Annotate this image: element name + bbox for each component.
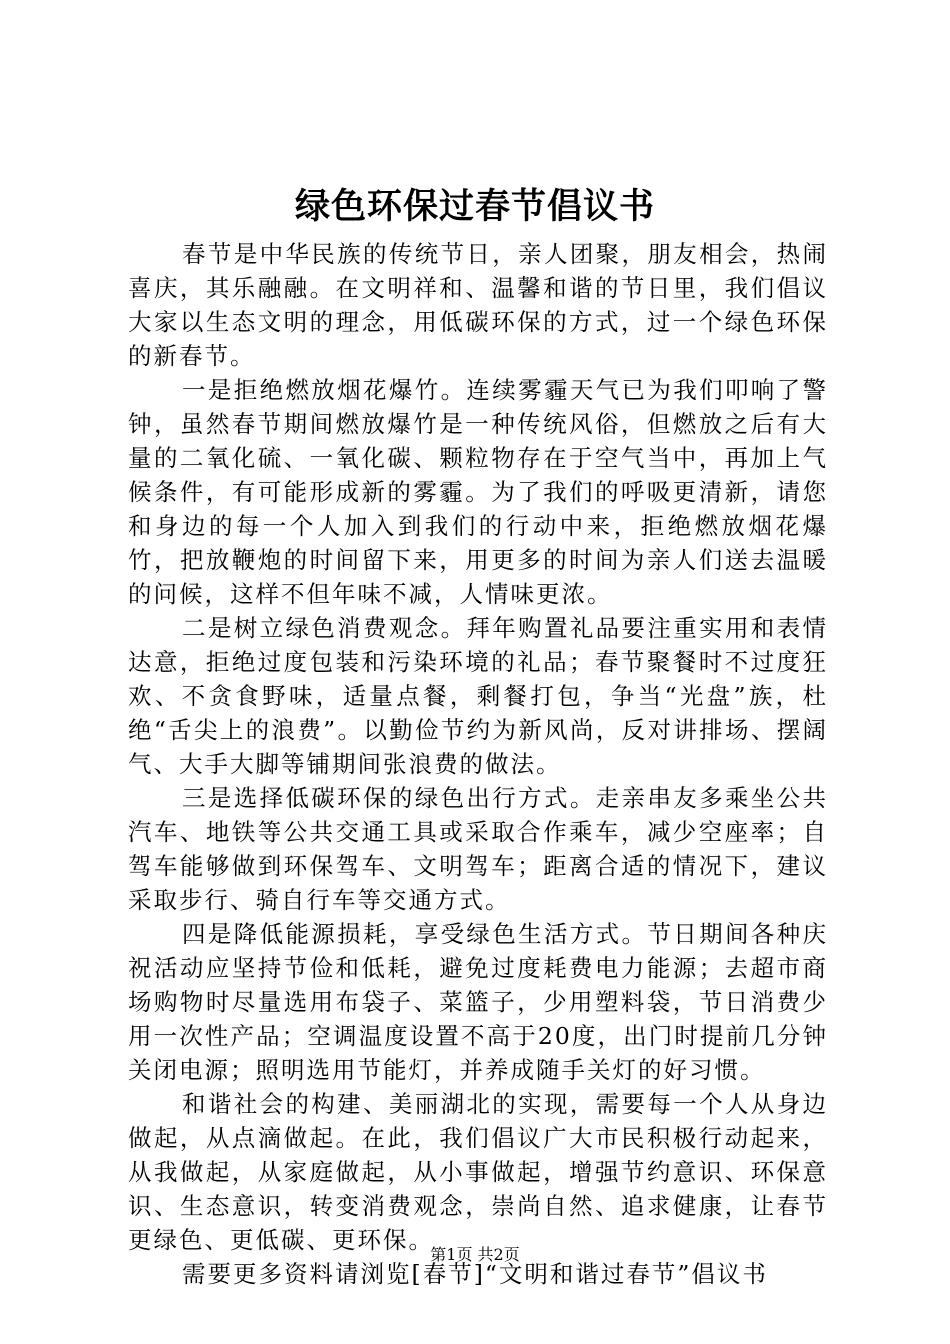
- paragraph-no-fireworks: 一是拒绝燃放烟花爆竹。连续雾霾天气已为我们叩响了警钟，虽然春节期间燃放爆竹是一种传统风俗，但燃放之后有大量的二氧化硫、一氧化碳、颗粒物存在于空气当中，再加上气候条件，有可能形成新的雾霾。为了我们的呼吸更清新，请您和身边的每一个人加入到我们的行动中来，拒绝燃放烟花爆竹，把放鞭炮的时间留下来，用更多的时间为亲人们送去温暖的问候，这样不但年味不减，人情味更浓。: [128, 376, 828, 608]
- paragraph-conclusion: 和谐社会的构建、美丽湖北的实现，需要每一个人从身边做起，从点滴做起。在此，我们倡议广大市民积极行动起来，从我做起，从家庭做起，从小事做起，增强节约意识、环保意识、生态意识，转变消费观念，崇尚自然、追求健康，让春节更绿色、更低碳、更环保。: [128, 1090, 828, 1254]
- paragraph-intro: 春节是中华民族的传统节日，亲人团聚，朋友相会，热闹喜庆，其乐融融。在文明祥和、温馨和谐的节日里，我们倡议大家以生态文明的理念，用低碳环保的方式，过一个绿色环保的新春节。: [128, 240, 828, 370]
- document-title: 绿色环保过春节倡议书: [294, 186, 655, 227]
- paragraph-more-info: 需要更多资料请浏览[春节]“文明和谐过春节”倡议书: [182, 1260, 768, 1288]
- paragraph-energy-saving: 四是降低能源损耗，享受绿色生活方式。节日期间各种庆祝活动应坚持节俭和低耗，避免过度耗费电力能源；去超市商场购物时尽量选用布袋子、菜篮子，少用塑料袋，节日消费少用一次性产品；空调温度设置不高于20度，出门时提前几分钟关闭电源；照明选用节能灯，并养成随手关灯的好习惯。: [128, 920, 828, 1084]
- page-number-footer: 第1页 共2页: [430, 1245, 520, 1264]
- paragraph-green-travel: 三是选择低碳环保的绿色出行方式。走亲串友多乘坐公共汽车、地铁等公共交通工具或采取合作乘车，减少空座率；自驾车能够做到环保驾车、文明驾车；距离合适的情况下，建议采取步行、骑自行车等交通方式。: [128, 784, 828, 914]
- document-body: [128, 237, 828, 1291]
- paragraph-green-consumption: 二是树立绿色消费观念。拜年购置礼品要注重实用和表情达意，拒绝过度包装和污染环境的礼品；春节聚餐时不过度狂欢、不贪食野味，适量点餐，剩餐打包，争当“光盘”族，杜绝“舌尖上的浪费”。以勤俭节约为新风尚，反对讲排场、摆阔气、大手大脚等铺期间张浪费的做法。: [128, 614, 828, 778]
